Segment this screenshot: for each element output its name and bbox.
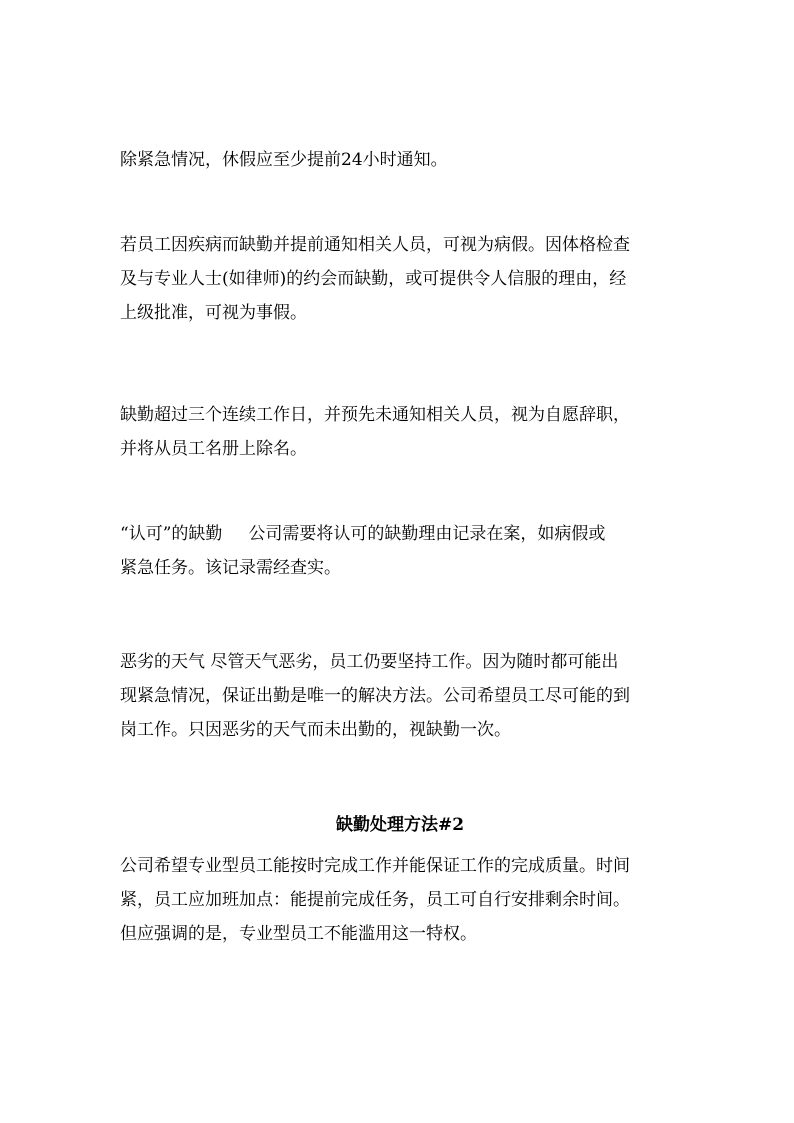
text-line: 除紧急情况，休假应至少提前24小时通知。 (120, 150, 448, 170)
paragraph-approved-absence (120, 517, 680, 585)
text-line: 紧，员工应加班加点：能提前完成任务，员工可自行安排剩余时间。 (120, 890, 630, 910)
text-line: 并将从员工名册上除名。 (120, 439, 307, 459)
text-line: 紧急任务。该记录需经查实。 (120, 558, 341, 578)
paragraph-voluntary-resignation (120, 398, 680, 466)
text-line: 但应强调的是，专业型员工不能滥用这一特权。 (120, 924, 477, 944)
section-heading: 缺勤处理方法#2 (335, 815, 465, 835)
approved-absence-text: 公司需要将认可的缺勤理由记录在案，如病假或 (248, 524, 606, 544)
paragraph-professional-staff (120, 849, 680, 951)
text-line: 岗工作。只因恶劣的天气而未出勤的，视缺勤一次。 (120, 720, 511, 740)
text-line: 公司希望专业型员工能按时完成工作并能保证工作的完成质量。时间 (120, 856, 630, 876)
paragraph-bad-weather (120, 645, 680, 747)
text-line: 缺勤超过三个连续工作日，并预先未通知相关人员，视为自愿辞职， (120, 405, 630, 425)
paragraph-sick-leave (120, 228, 680, 330)
text-line: 现紧急情况，保证出勤是唯一的解决方法。公司希望员工尽可能的到 (120, 686, 630, 706)
text-line (120, 517, 680, 551)
text-line: 及与专业人士(如律师)的约会而缺勤，或可提供令人信服的理由，经 (120, 269, 627, 289)
paragraph-advance-notice (120, 143, 680, 177)
text-line: 若员工因疾病而缺勤并提前通知相关人员，可视为病假。因体格检查 (120, 235, 630, 255)
approved-absence-term: “认可”的缺勤 (120, 524, 223, 544)
text-line: 恶劣的天气 尽管天气恶劣，员工仍要坚持工作。因为随时都可能出 (120, 652, 619, 672)
text-line: 上级批准，可视为事假。 (120, 303, 307, 323)
